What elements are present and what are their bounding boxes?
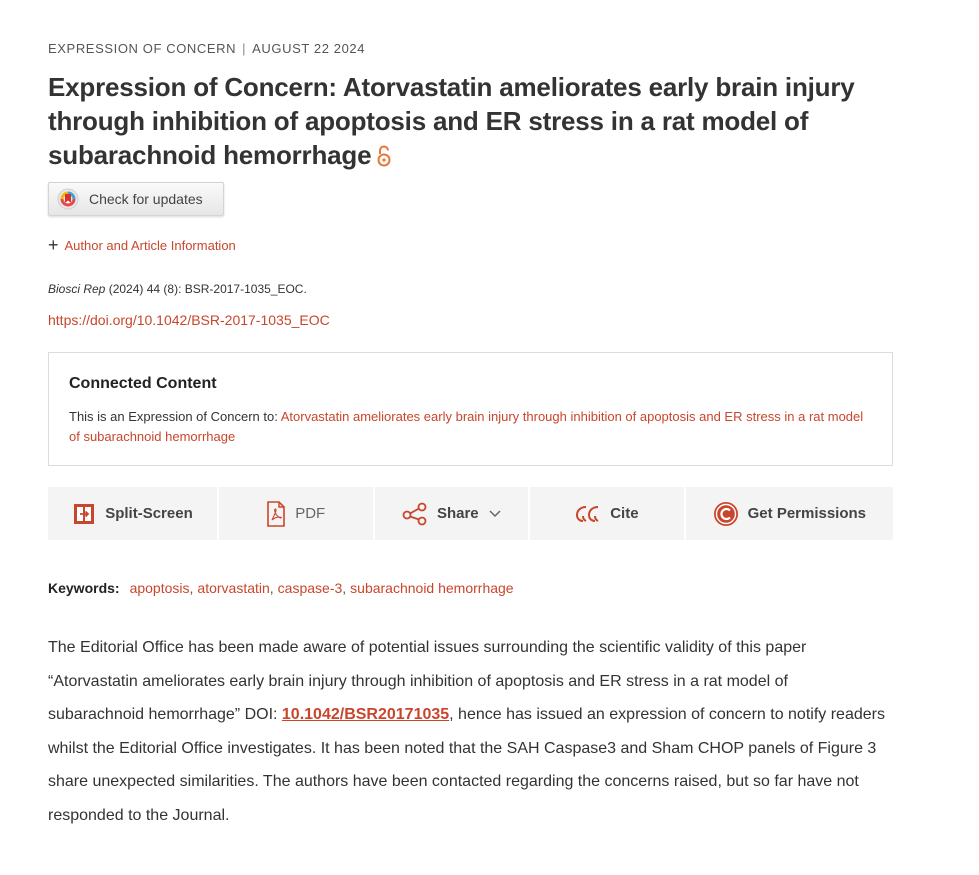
crossmark-icon xyxy=(57,188,79,210)
pdf-file-icon xyxy=(266,501,286,527)
pdf-button[interactable] xyxy=(219,487,375,540)
journal-name: Biosci Rep xyxy=(48,282,106,296)
page-title-text: Expression of Concern: Atorvastatin ameliorates early brain injury through inhibition of apoptosis and ER stress in a rat model of subarachnoid hemorrhage xyxy=(48,72,855,170)
connected-content-box xyxy=(48,352,893,466)
keyword-link[interactable]: apoptosis xyxy=(129,580,190,596)
doi-link[interactable]: https://doi.org/10.1042/BSR-2017-1035_EOC xyxy=(48,312,330,328)
split-screen-button[interactable] xyxy=(48,487,219,540)
check-for-updates-button[interactable] xyxy=(48,182,224,216)
connected-content-text xyxy=(69,407,869,447)
share-icon xyxy=(402,502,428,526)
keywords-line xyxy=(48,580,514,596)
get-permissions-button[interactable] xyxy=(686,487,893,540)
keyword-separator: , xyxy=(189,580,194,596)
connected-content-heading: Connected Content xyxy=(69,375,217,392)
body-text-after-link: , hence has issued an expression of concern to notify readers whilst the Editorial Office investigates. It has been noted that the SAH Caspase3 and Sham CHOP panels of Figure 3 share unexpected similarities. The authors have been contacted regarding the concerns raised, but so far have not responded to the Journal. xyxy=(48,706,885,824)
keyword-separator: , xyxy=(342,580,347,596)
open-access-lock-icon xyxy=(377,141,391,175)
keyword-link[interactable]: atorvastatin xyxy=(197,580,270,596)
cite-button[interactable] xyxy=(530,487,686,540)
author-info-label: Author and Article Information xyxy=(64,237,236,253)
page-title xyxy=(48,70,888,175)
overline-separator: | xyxy=(242,41,247,56)
connected-article-link[interactable]: Atorvastatin ameliorates early brain injury through inhibition of apoptosis and ER stress in a rat model of subarachnoid hemorrhage xyxy=(69,409,864,444)
article-toolbar xyxy=(48,487,893,540)
quote-icon xyxy=(575,504,601,524)
article-body-paragraph xyxy=(48,631,888,832)
citation-details: (2024) 44 (8): BSR-2017-1035_EOC. xyxy=(108,282,307,296)
plus-icon: + xyxy=(48,235,59,255)
keywords-label: Keywords: xyxy=(48,580,120,596)
connected-content-prefix: This is an Expression of Concern to: xyxy=(69,409,278,424)
check-for-updates-label: Check for updates xyxy=(89,191,203,207)
share-label: Share xyxy=(436,505,479,522)
citation-line xyxy=(48,282,307,296)
split-screen-icon xyxy=(72,502,96,526)
article-date: AUGUST 22 2024 xyxy=(252,41,366,56)
article-overline xyxy=(48,41,365,56)
original-article-doi-link[interactable]: 10.1042/BSR20171035 xyxy=(281,706,450,723)
cite-label: Cite xyxy=(610,505,639,522)
keyword-separator: , xyxy=(269,580,274,596)
keyword-link[interactable]: subarachnoid hemorrhage xyxy=(350,580,514,596)
get-permissions-label: Get Permissions xyxy=(747,505,867,522)
copyright-icon xyxy=(713,501,739,527)
share-button[interactable] xyxy=(375,487,531,540)
split-screen-label: Split-Screen xyxy=(105,505,193,522)
chevron-down-icon xyxy=(489,510,501,518)
body-text-before-link: The Editorial Office has been made aware of potential issues surrounding the scientific validity of this paper “Atorvastatin ameliorates early brain injury through inhibition of apoptosis and ER stress in a rat model of subarachnoid hemorrhage” DOI: xyxy=(48,639,807,723)
pdf-label: PDF xyxy=(295,505,326,522)
author-info-toggle[interactable] xyxy=(48,236,236,254)
article-category: EXPRESSION OF CONCERN xyxy=(48,41,237,56)
keyword-link[interactable]: caspase-3 xyxy=(277,580,343,596)
